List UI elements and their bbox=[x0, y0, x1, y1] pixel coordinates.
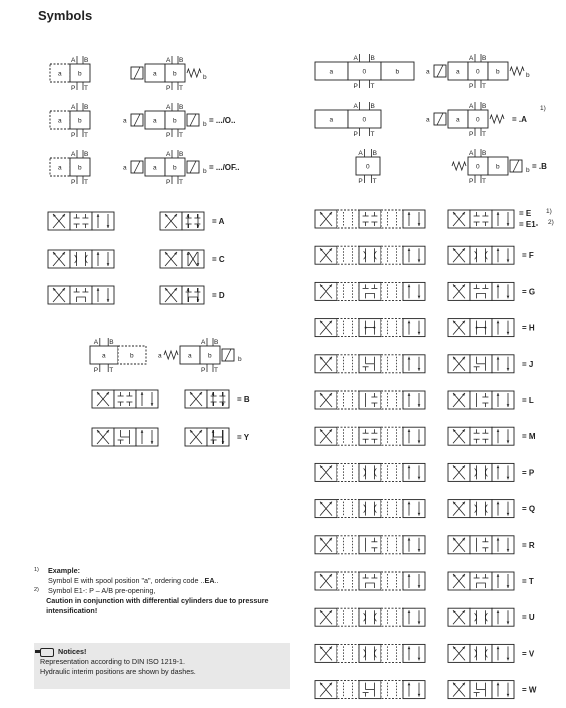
valve-a-b-5-port-p: P bbox=[71, 179, 76, 186]
spool-w-left bbox=[315, 681, 425, 699]
valve-a-b-1 bbox=[50, 56, 90, 92]
footnote-2-mark: 2) bbox=[34, 587, 39, 593]
spool-m-right-code: = M bbox=[522, 432, 536, 442]
valve-a-b-4-cell-0: a bbox=[153, 117, 157, 125]
valve-a-b-4-port-p: P bbox=[166, 132, 171, 139]
spool-a-left bbox=[48, 212, 114, 230]
spool-y-right bbox=[185, 428, 250, 446]
footnote-2-caution: Caution in conjunction with differential cylinders due to pressure intensification! bbox=[46, 596, 269, 615]
spool-v-right-code: = V bbox=[522, 649, 535, 659]
spool-u-right bbox=[448, 608, 535, 626]
valve-3pos-5-cell-0: 0 bbox=[366, 163, 370, 171]
spool-g-right-code: = G bbox=[522, 287, 536, 297]
footnote-2 bbox=[34, 586, 284, 596]
spool-u-right-code: = U bbox=[522, 613, 535, 623]
spool-d-right-code: = D bbox=[212, 291, 225, 300]
valve-3pos-4-cell-0: a bbox=[456, 116, 460, 124]
spool-a-right-code: = A bbox=[212, 217, 225, 226]
spool-c-left bbox=[48, 250, 114, 268]
spool-r-left bbox=[315, 536, 425, 554]
valve-3pos-6-cell-0: 0 bbox=[476, 163, 480, 171]
valve-a-b-2-cell-0: a bbox=[153, 70, 157, 78]
footnote-1 bbox=[34, 566, 284, 576]
valve-3pos-3-port-t: T bbox=[370, 131, 375, 138]
valve-a-b-3-port-t: T bbox=[84, 132, 88, 139]
spool-h-left bbox=[315, 319, 425, 337]
valve-3pos-6-port-p: P bbox=[469, 178, 474, 185]
spool-y-right-code: = Y bbox=[237, 433, 250, 442]
spool-a-right bbox=[160, 212, 225, 230]
valve-a-b-3-cell-1: b bbox=[78, 117, 82, 125]
code-a-sup-footnote: 1) bbox=[540, 105, 546, 112]
spool-h-right bbox=[448, 319, 535, 337]
spool-e-left bbox=[315, 210, 425, 228]
spool-q-left bbox=[315, 500, 425, 518]
valve-a-b-4-cell-1: b bbox=[173, 117, 177, 125]
footnote-1-text-post: .. bbox=[214, 576, 219, 585]
valve-3pos-5-port-t: T bbox=[372, 178, 377, 185]
spool-t-left bbox=[315, 572, 425, 590]
footnote-2-text: Symbol E1-: P – A/B pre-opening, bbox=[48, 586, 156, 595]
valve-a-b-2-act-right: b bbox=[203, 74, 207, 81]
valve-3pos-6 bbox=[452, 149, 547, 185]
valve-3pos-4-port-p: P bbox=[469, 131, 474, 138]
valve-a-b-2-port-a: A bbox=[166, 57, 171, 64]
footnote-1-mark: 1) bbox=[34, 567, 39, 573]
valve-3pos-2-port-b: B bbox=[482, 55, 487, 62]
footnote-1-code: EA bbox=[204, 576, 215, 585]
valve-3pos-4-cell-1: 0 bbox=[476, 116, 480, 124]
valve-a-b-4-act-right: b bbox=[203, 121, 207, 128]
valve-a-b-3-port-a: A bbox=[71, 104, 76, 111]
valve-3pos-6-port-b: B bbox=[482, 150, 487, 157]
valve-3pos-4-port-b: B bbox=[482, 103, 487, 110]
valve-3pos-3-port-b: B bbox=[370, 103, 375, 110]
valve-a-b-2-port-b: B bbox=[179, 57, 184, 64]
spool-m-right bbox=[448, 427, 536, 445]
valve-3pos-6-port-t: T bbox=[482, 178, 486, 185]
valve-a-b-6-code: = .../OF.. bbox=[209, 163, 240, 172]
spool-l-left bbox=[315, 391, 425, 409]
valve-a-b-6-cell-0: a bbox=[153, 164, 157, 172]
footnote-1-text bbox=[48, 576, 219, 586]
spool-v-left bbox=[315, 644, 425, 662]
spool-f-right-code: = F bbox=[522, 251, 534, 261]
valve-a-b-5-port-a: A bbox=[71, 151, 76, 158]
valve-3pos-3-cell-1: 0 bbox=[362, 116, 367, 124]
valve-b-2-port-a: A bbox=[201, 339, 206, 346]
valve-3pos-5-port-a: A bbox=[358, 150, 363, 157]
spool-c-right bbox=[160, 250, 225, 268]
page-title: Symbols bbox=[38, 8, 93, 23]
spool-y-left bbox=[92, 428, 158, 446]
spool-v-right bbox=[448, 644, 535, 662]
footnote-1-body bbox=[34, 576, 284, 586]
valve-3pos-2-cell-1: 0 bbox=[476, 68, 480, 76]
spool-l-right bbox=[448, 391, 534, 409]
valve-3pos-4-port-a: A bbox=[469, 103, 474, 110]
spool-h-right-code: = H bbox=[522, 323, 535, 333]
valve-3pos-1-cell-0: a bbox=[329, 68, 334, 76]
code-e1: = E1- bbox=[519, 220, 539, 229]
spool-t-right-code: = T bbox=[522, 577, 534, 586]
valve-a-b-5-port-t: T bbox=[84, 179, 88, 186]
valve-3pos-4-port-t: T bbox=[482, 131, 486, 138]
notice-header bbox=[40, 647, 284, 657]
spool-m-left bbox=[315, 427, 425, 445]
valve-a-b-3 bbox=[50, 103, 90, 139]
valve-a-b-4 bbox=[123, 103, 235, 139]
valve-a-b-1-port-t: T bbox=[84, 85, 88, 92]
valve-a-b-1-port-a: A bbox=[71, 57, 76, 64]
spool-e-right bbox=[448, 210, 514, 228]
spool-b-right bbox=[185, 390, 250, 408]
valve-a-b-2-port-p: P bbox=[166, 85, 171, 92]
valve-b-2-act-right: b bbox=[238, 356, 242, 363]
valve-b-2 bbox=[158, 338, 242, 374]
spool-p-right bbox=[448, 463, 535, 481]
valve-b-2-port-t: T bbox=[214, 367, 218, 374]
valve-3pos-1-cell-1: 0 bbox=[362, 68, 367, 76]
spool-p-left bbox=[315, 463, 425, 481]
spool-f-right bbox=[448, 246, 534, 264]
valve-a-b-5-cell-1: b bbox=[78, 164, 82, 172]
valve-3pos-2-cell-2: b bbox=[496, 68, 500, 76]
notice-line-1: Representation according to DIN ISO 1219-1. bbox=[40, 657, 186, 666]
valve-a-b-4-port-a: A bbox=[166, 104, 171, 111]
valve-a-b-5 bbox=[50, 150, 90, 186]
valve-3pos-2-port-t: T bbox=[482, 83, 486, 90]
valve-3pos-6-cell-1: b bbox=[496, 163, 500, 171]
valve-b-1-port-b: B bbox=[109, 339, 114, 346]
footnote-1-text-pre: Symbol E with spool position "a", ordering code .. bbox=[48, 576, 205, 585]
valve-b-2-port-b: B bbox=[214, 339, 219, 346]
valve-a-b-1-cell-0: a bbox=[58, 70, 62, 78]
valve-3pos-1-cell-2: b bbox=[395, 68, 400, 76]
valve-3pos-3-cell-0: a bbox=[329, 116, 334, 124]
valve-a-b-6-act-left: a bbox=[123, 164, 127, 172]
valve-a-b-6-cell-1: b bbox=[173, 164, 177, 172]
valve-b-1-port-t: T bbox=[109, 367, 114, 374]
spool-b-right-code: = B bbox=[237, 395, 250, 404]
valve-a-b-2 bbox=[131, 56, 207, 92]
valve-b-2-port-p: P bbox=[201, 367, 206, 374]
valve-a-b-3-cell-0: a bbox=[58, 117, 62, 125]
valve-3pos-2-act-right: b bbox=[526, 72, 530, 79]
spool-p-right-code: = P bbox=[522, 468, 535, 478]
spool-g-left bbox=[315, 282, 425, 300]
spool-b-left bbox=[92, 390, 158, 408]
spool-j-right-code: = J bbox=[522, 359, 534, 369]
valve-3pos-1-port-t: T bbox=[370, 83, 375, 90]
valve-a-b-3-port-b: B bbox=[84, 104, 89, 111]
spool-r-right-code: = R bbox=[522, 540, 535, 550]
code-e: = E bbox=[519, 209, 532, 218]
spool-g-right bbox=[448, 282, 535, 300]
spool-w-right-code: = W bbox=[522, 685, 537, 695]
notice-line-2: Hydraulic interim positions are shown by dashes. bbox=[40, 667, 196, 676]
valve-a-b-6-act-right: b bbox=[203, 168, 207, 175]
valve-b-2-cell-1: b bbox=[208, 352, 212, 360]
valve-3pos-1 bbox=[315, 54, 414, 90]
valve-3pos-1-port-b: B bbox=[370, 55, 375, 62]
spool-q-right-code: = Q bbox=[522, 504, 536, 514]
valve-3pos-5-port-p: P bbox=[358, 178, 363, 185]
valve-a-b-2-cell-1: b bbox=[173, 70, 177, 78]
valve-b-1-port-a: A bbox=[93, 339, 99, 346]
valve-3pos-3-port-p: P bbox=[353, 131, 358, 138]
valve-a-b-1-port-p: P bbox=[71, 85, 76, 92]
valve-3pos-2-cell-0: a bbox=[456, 68, 460, 76]
valve-a-b-6-port-t: T bbox=[179, 179, 183, 186]
spool-f-left bbox=[315, 246, 425, 264]
valve-3pos-3 bbox=[315, 102, 381, 138]
valve-a-b-4-port-b: B bbox=[179, 104, 184, 111]
valve-3pos-6-port-a: A bbox=[469, 150, 474, 157]
valve-a-b-5-cell-0: a bbox=[58, 164, 62, 172]
valve-b-2-cell-0: a bbox=[188, 352, 192, 360]
valve-3pos-4-code: = .A bbox=[512, 115, 527, 124]
valve-a-b-1-cell-1: b bbox=[78, 70, 82, 78]
valve-a-b-4-code: = .../O.. bbox=[209, 116, 236, 125]
spool-q-right bbox=[448, 500, 535, 518]
spool-c-right-code: = C bbox=[212, 255, 225, 264]
valve-a-b-5-port-b: B bbox=[84, 151, 89, 158]
valve-a-b-6-port-a: A bbox=[166, 151, 171, 158]
valve-b-1 bbox=[90, 338, 146, 374]
valve-3pos-6-act-right: b bbox=[526, 167, 530, 174]
spool-d-left bbox=[48, 286, 114, 304]
valve-a-b-3-port-p: P bbox=[71, 132, 76, 139]
footnote-1-title: Example: bbox=[48, 566, 80, 575]
footnotes bbox=[34, 566, 284, 616]
valve-b-1-cell-1: b bbox=[130, 352, 134, 360]
valve-3pos-5 bbox=[356, 149, 380, 185]
valve-3pos-4-act-left: a bbox=[426, 116, 430, 124]
valve-3pos-1-port-a: A bbox=[353, 55, 358, 62]
valve-3pos-2-port-a: A bbox=[469, 55, 474, 62]
spool-j-right bbox=[448, 355, 533, 373]
valve-a-b-6 bbox=[123, 150, 239, 186]
code-e-footnote: 1) bbox=[546, 208, 552, 215]
valve-3pos-3-port-a: A bbox=[353, 103, 358, 110]
valve-3pos-2-act-left: a bbox=[426, 68, 430, 76]
valve-a-b-2-port-t: T bbox=[179, 85, 183, 92]
spool-j-left bbox=[315, 355, 425, 373]
valve-b-1-cell-0: a bbox=[102, 352, 106, 360]
notice-title: Notices! bbox=[58, 647, 87, 656]
spool-u-left bbox=[315, 608, 425, 626]
valve-a-b-1-port-b: B bbox=[84, 57, 89, 64]
valve-3pos-2-port-p: P bbox=[469, 83, 474, 90]
code-e1-footnote: 2) bbox=[548, 219, 554, 226]
valve-a-b-6-port-p: P bbox=[166, 179, 171, 186]
valve-3pos-4 bbox=[426, 102, 527, 138]
valve-a-b-4-act-left: a bbox=[123, 117, 127, 125]
footnote-2-body bbox=[34, 596, 284, 616]
pointing-hand-icon bbox=[40, 648, 54, 657]
spool-t-right bbox=[448, 572, 534, 590]
valve-3pos-6-code: = .B bbox=[532, 162, 547, 171]
valve-a-b-6-port-b: B bbox=[179, 151, 184, 158]
spool-r-right bbox=[448, 536, 535, 554]
valve-b-2-act-left: a bbox=[158, 352, 162, 360]
valve-a-b-4-port-t: T bbox=[179, 132, 183, 139]
valve-3pos-2 bbox=[426, 54, 530, 90]
valve-3pos-1-port-p: P bbox=[353, 83, 358, 90]
notice-box bbox=[34, 643, 290, 689]
spool-d-right bbox=[160, 286, 225, 304]
valve-3pos-5-port-b: B bbox=[372, 150, 377, 157]
spool-l-right-code: = L bbox=[522, 396, 534, 405]
spool-w-right bbox=[448, 681, 537, 699]
valve-b-1-port-p: P bbox=[93, 367, 99, 374]
